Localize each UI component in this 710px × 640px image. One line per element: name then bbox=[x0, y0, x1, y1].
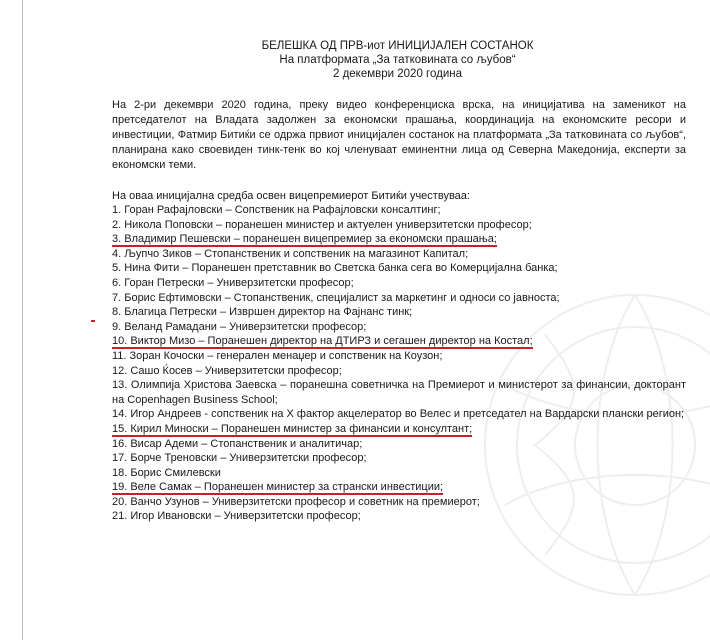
list-item-underlined bbox=[112, 422, 686, 437]
list-item bbox=[112, 466, 686, 481]
list-item-text: 1. Горан Рафајловски – Сопственик на Рафајловски консалтинг; bbox=[112, 204, 441, 216]
list-item-text: 5. Нина Фити – Поранешен претставник во Светска банка сега во Комерцијална банка; bbox=[112, 262, 558, 275]
list-item-underlined bbox=[112, 232, 686, 247]
intro-paragraph: На 2-ри декември 2020 година, преку видео конференциска врска, на иницијатива на заменикот на претседателот на Владата задолжен за економски прашања, координација на економските ресори и инвестиции, Фатмир Битиќи се одржа првиот иницијален состанок на платформата „За татковината со љубов“, планирана како своевиден тинк-тенк во кој членуваат еминентни лица од Северна Македонија, експерти за економски теми. bbox=[112, 99, 686, 171]
list-item bbox=[112, 509, 686, 524]
list-item-text: 19. Веле Самак – Поранешен министер за странски инвестиции; bbox=[112, 481, 444, 494]
list-item-text: 4. Љупчо Зиков – Стопанственик и сопственик на магазинот Капитал; bbox=[112, 247, 469, 260]
list-item-text: 17. Борче Треновски – Универзитетски професор; bbox=[112, 452, 367, 465]
list-item bbox=[112, 407, 686, 422]
list-item-text: 18. Борис Смилевски bbox=[112, 466, 221, 479]
list-item-text: 9. Веланд Рамадани – Универзитетски професор; bbox=[112, 320, 367, 333]
list-item bbox=[112, 495, 686, 510]
list-item-text: 2. Никола Поповски – поранешен министер и актуелен универзитетски професор; bbox=[112, 218, 532, 231]
list-item-text: 7. Борис Ефтимовски – Стопанственик, специјалист за маркетинг и односи со јавноста; bbox=[112, 291, 560, 304]
list-item-text: 13. Олимпија Христова Заевска – поранешна советничка на Премиерот и министерот за финансии, докторант на Copenhagen Business School; bbox=[112, 379, 686, 406]
list-item bbox=[112, 276, 686, 291]
list-item bbox=[112, 218, 686, 233]
list-item-underlined bbox=[112, 480, 686, 495]
document-date: 2 декември 2020 година bbox=[332, 68, 463, 80]
document-header bbox=[110, 39, 685, 81]
list-item bbox=[112, 261, 686, 276]
list-item-underlined bbox=[112, 334, 686, 349]
document-title: БЕЛЕШКА ОД ПРВ-иот ИНИЦИЈАЛЕН СОСТАНОК bbox=[261, 40, 534, 52]
list-item bbox=[112, 305, 686, 320]
list-item-text: 10. Виктор Мизо – Поранешен директор на ДТИРЗ и сегашен директор на Костал; bbox=[112, 335, 533, 348]
participants-list bbox=[112, 203, 686, 524]
list-item bbox=[112, 378, 686, 407]
list-item-text: 15. Кирил Миноски – Поранешен министер за финансии и консултант; bbox=[112, 422, 473, 435]
list-item-text: 11. Зоран Кочоски – генерален менаџер и сопственик на Коузон; bbox=[112, 349, 443, 362]
page-margin-line bbox=[22, 0, 23, 640]
list-item-text: 8. Благица Петрески – Извршен директор на Фајнанс тинк; bbox=[112, 306, 413, 319]
list-item-text: 3. Владимир Пешевски – поранешен вицепремиер за економски прашања; bbox=[112, 233, 497, 246]
red-pen-mark bbox=[91, 320, 95, 322]
list-item-text: 14. Игор Андреев - сопственик на X фактор акцелератор во Велес и претседател на Вардарски плански регион; bbox=[112, 408, 685, 421]
list-item-text: 16. Висар Адеми – Стопанственик и аналитичар; bbox=[112, 437, 363, 450]
list-item bbox=[112, 451, 686, 466]
list-item bbox=[112, 203, 686, 218]
list-item bbox=[112, 320, 686, 335]
list-item-text: 20. Ванчо Узунов – Универзитетски професор и советник на премиерот; bbox=[112, 495, 480, 508]
list-item bbox=[112, 349, 686, 364]
list-item bbox=[112, 291, 686, 306]
document-subtitle: На платформата „За татковината со љубов“ bbox=[279, 54, 516, 66]
list-item-text: 12. Сашо Ќосев – Универзитетски професор; bbox=[112, 364, 342, 377]
list-item bbox=[112, 247, 686, 262]
list-item-text: 21. Игор Ивановски – Универзитетски професор; bbox=[112, 510, 361, 523]
list-item bbox=[112, 364, 686, 379]
list-item bbox=[112, 437, 686, 452]
list-item-text: 6. Горан Петрески – Универзитетски професор; bbox=[112, 276, 354, 289]
participants-intro: На оваа иницијална средба освен вицепремиерот Битиќи учествуваа: bbox=[112, 190, 470, 202]
